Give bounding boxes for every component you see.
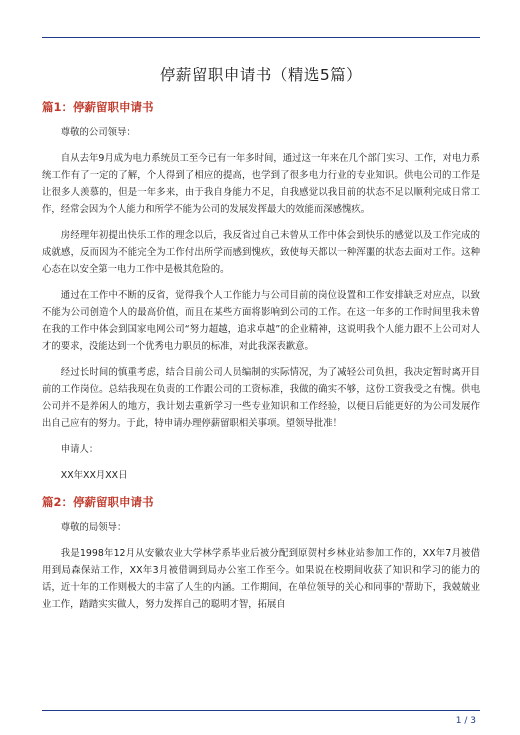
paragraph: 我是1998年12月从安徽农业大学林学系毕业后被分配到原贺村乡林业站参加工作的，XX年7月被借用到局森保站工作，XX年3月被借调到局办公室工作至今。如果说在校期间收获了知识和学习的能力的话，近十年的工作则极大的丰富了人生的内涵。工作期间，在单位领导的关心和同事的'帮助下，我兢兢业业工作，踏踏实实做人，努力发挥自己的聪明才智，拓展自 [42, 548, 480, 610]
salutation: 尊敬的局领导： [60, 522, 127, 533]
signature-line: 申请人： [60, 444, 99, 455]
section-heading: 篇2：停薪留职申请书 [42, 495, 154, 509]
paragraph: 经过长时间的慎重考虑，结合目前公司人员编制的实际情况，为了减轻公司负担，我决定暂时离开目前的工作岗位。总结我现在负责的工作跟公司的工资标准，我做的确实不够，这份工资我受之有愧。供电公司并不是养闲人的地方，我计划去重新学习一些专业知识和工作经验，以便日后能更好的为公司发展作出自己应有的努力。于此，特申请办理停薪留职相关事项。望领导批准！ [42, 367, 480, 429]
paragraph: 自从去年9月成为电力系统员工至今已有一年多时间，通过这一年来在几个部门实习、工作，对电力系统工作有了一定的了解，个人得到了相应的提高，也学到了很多电力行业的专业知识。供电公司的工作是让很多人羡慕的，但是一年多来，由于我自身能力不足，自我感觉以我目前的状态不足以顺利完成日常工作，经常会因为个人能力和所学不能为公司的发展发挥最大的效能而深感愧疚。 [42, 153, 480, 215]
page-number: 1 / 3 [455, 716, 476, 726]
paragraph: 房经理年初提出快乐工作的理念以后，我反省过自己未曾从工作中体会到快乐的感觉以及工作完成的成就感，反而因为不能完全为工作付出所学而感到愧疚，致使每天都以一种浑噩的状态去面对工作。这种心态在以安全第一电力工作中是极其危险的。 [42, 230, 480, 275]
section-heading: 篇1：停薪留职申请书 [42, 100, 154, 114]
paragraph: 通过在工作中不断的反省，觉得我个人工作能力与公司目前的岗位设置和工作安排缺乏对应点，以致不能为公司创造个人的最高价值，而且在某些方面将影响到公司的工作。在这一年多的工作时间里我未曾在我的工作中体会到国家电网公司“努力超越，追求卓越”的企业精神，这说明我个人能力跟不上公司对人才的要求，没能达到一个优秀电力职员的标准，对此我深表歉意。 [42, 290, 480, 352]
document-title: 停薪留职申请书（精选5篇） [159, 66, 363, 84]
bottom-rule [42, 710, 480, 711]
date-line: XX年XX月XX日 [60, 470, 128, 481]
document-page [42, 62, 480, 706]
top-rule [42, 37, 480, 38]
salutation: 尊敬的公司领导： [60, 127, 136, 138]
